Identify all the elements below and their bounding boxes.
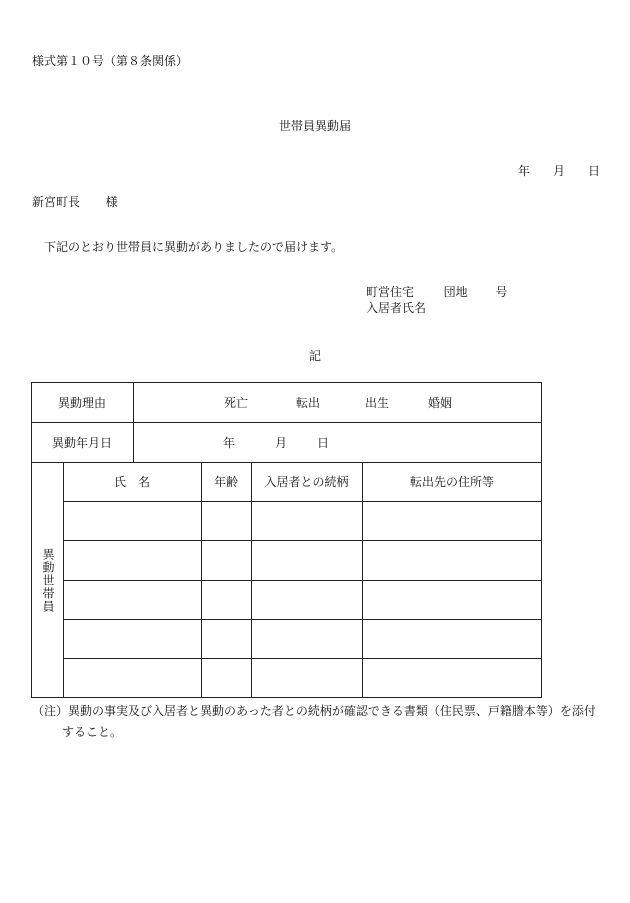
note-line-2: すること。 (62, 725, 123, 739)
member-relationship-field[interactable] (252, 620, 362, 658)
housing-prefix: 町営住宅 (366, 285, 415, 299)
housing-line (366, 283, 507, 300)
note-line-1 (32, 702, 596, 719)
ki-label: 記 (308, 349, 321, 363)
member-destination-field[interactable] (363, 581, 541, 619)
document-title: 世帯員異動届 (278, 119, 351, 133)
change-table (31, 382, 542, 698)
member-destination-field[interactable] (363, 659, 541, 697)
addressee (32, 193, 118, 210)
member-destination-field[interactable] (363, 620, 541, 658)
date-month-label: 月 (553, 164, 566, 178)
date-label: 異動年月日 (51, 435, 112, 450)
column-header-name: 氏 名 (113, 475, 150, 489)
member-name-field[interactable] (64, 620, 201, 658)
date-day-unit: 日 (316, 435, 329, 450)
date-year-unit: 年 (222, 435, 235, 450)
member-relationship-field[interactable] (252, 502, 362, 540)
member-relationship-field[interactable] (252, 659, 362, 697)
member-destination-field[interactable] (363, 502, 541, 540)
resident-name-label: 入居者氏名 (366, 301, 427, 315)
member-name-field[interactable] (64, 659, 201, 697)
member-age-field[interactable] (202, 620, 251, 658)
members-label: 異動世帯員 (41, 548, 55, 613)
date-month-unit: 月 (274, 435, 287, 450)
form-number: 様式第１０号（第８条関係） (32, 54, 189, 68)
member-name-field[interactable] (64, 541, 201, 580)
reason-option-birth: 出生 (364, 395, 389, 410)
column-header-destination: 転出先の住所等 (409, 475, 494, 489)
member-relationship-field[interactable] (252, 581, 362, 619)
member-age-field[interactable] (202, 581, 251, 619)
body-text: 下記のとおり世帯員に異動がありましたので届けます。 (44, 240, 344, 254)
member-name-field[interactable] (64, 581, 201, 619)
housing-number-label: 号 (495, 285, 508, 299)
note-marker: （注） (32, 704, 69, 718)
reason-label: 異動理由 (57, 395, 106, 410)
member-relationship-field[interactable] (252, 541, 362, 580)
addressee-name: 新宮町長 (32, 195, 81, 209)
date-year-label: 年 (518, 164, 531, 178)
reason-option-death: 死亡 (223, 395, 248, 410)
reason-option-move-out: 転出 (295, 395, 320, 410)
member-age-field[interactable] (202, 541, 251, 580)
reason-option-marriage: 婚姻 (427, 395, 452, 410)
addressee-honorific: 様 (105, 195, 118, 209)
column-header-relationship: 入居者との続柄 (264, 475, 349, 489)
member-destination-field[interactable] (363, 541, 541, 580)
member-age-field[interactable] (202, 659, 251, 697)
housing-block-label: 団地 (443, 285, 468, 299)
note-text: 異動の事実及び入居者と異動のあった者との続柄が確認できる書類（住民票、戸籍謄本等）を添付 (68, 704, 596, 718)
member-name-field[interactable] (64, 502, 201, 540)
column-header-age: 年齢 (213, 475, 238, 489)
member-age-field[interactable] (202, 502, 251, 540)
date-day-label: 日 (588, 164, 601, 178)
